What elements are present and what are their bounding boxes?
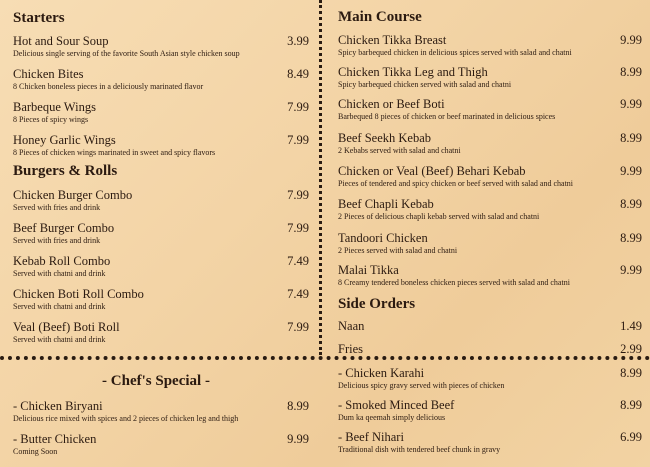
section-heading-starters: Starters bbox=[13, 10, 65, 26]
item-name: Chicken or Veal (Beef) Behari Kebab bbox=[338, 164, 526, 178]
item-price: 7.49 bbox=[287, 287, 309, 301]
item-description: Delicious single serving of the favorite South Asian style chicken soup bbox=[13, 49, 240, 58]
item-price: 7.49 bbox=[287, 254, 309, 268]
item-price: 7.99 bbox=[287, 100, 309, 114]
item-name: - Butter Chicken bbox=[13, 432, 97, 446]
item-description: 2 Pieces of delicious chapli kebab served with salad and chatni bbox=[338, 212, 540, 221]
item-name: - Chicken Biryani bbox=[13, 399, 103, 413]
item-description: Coming Soon bbox=[13, 447, 58, 456]
item-name: - Smoked Minced Beef bbox=[338, 398, 455, 412]
item-description: Spicy barbequed chicken in delicious spices served with salad and chatni bbox=[338, 48, 572, 57]
item-name: Honey Garlic Wings bbox=[13, 133, 116, 147]
item-description: 8 Pieces of spicy wings bbox=[13, 115, 89, 124]
item-description: Barbequed 8 pieces of chicken or beef marinated in delicious spices bbox=[338, 112, 556, 121]
item-price: 8.99 bbox=[287, 399, 309, 413]
item-price: 7.99 bbox=[287, 320, 309, 334]
item-description: Traditional dish with tendered beef chunk in gravy bbox=[338, 445, 501, 454]
item-price: 9.99 bbox=[620, 164, 642, 178]
item-description: 8 Pieces of chicken wings marinated in sweet and spicy flavors bbox=[13, 148, 216, 157]
item-name: Chicken Boti Roll Combo bbox=[13, 287, 144, 301]
item-name: Beef Seekh Kebab bbox=[338, 131, 432, 145]
item-price: 2.99 bbox=[620, 342, 642, 356]
item-price: 8.99 bbox=[620, 65, 642, 79]
item-price: 9.99 bbox=[620, 33, 642, 47]
item-price: 8.99 bbox=[620, 231, 642, 245]
item-price: 9.99 bbox=[620, 263, 642, 277]
item-name: Tandoori Chicken bbox=[338, 231, 428, 245]
section-heading-main-course: Main Course bbox=[338, 9, 422, 25]
item-description: 2 Kebabs served with salad and chatni bbox=[338, 146, 461, 155]
item-price: 6.99 bbox=[620, 430, 642, 444]
item-price: 8.99 bbox=[620, 366, 642, 380]
section-heading-chefs-special: - Chef's Special - bbox=[102, 373, 210, 389]
item-description: 8 Creamy tendered boneless chicken pieces served with salad and chatni bbox=[338, 278, 570, 287]
item-description: Dum ka qeemah simply delicious bbox=[338, 413, 446, 422]
item-description: Delicious rice mixed with spices and 2 pieces of chicken leg and thigh bbox=[13, 414, 239, 423]
section-heading-burgers: Burgers & Rolls bbox=[13, 163, 118, 179]
item-name: Beef Chapli Kebab bbox=[338, 197, 434, 211]
item-description: 2 Pieces served with salad and chatni bbox=[338, 246, 458, 255]
item-name: Beef Burger Combo bbox=[13, 221, 115, 235]
item-price: 8.99 bbox=[620, 197, 642, 211]
section-heading-side-orders: Side Orders bbox=[338, 296, 416, 312]
item-price: 7.99 bbox=[287, 188, 309, 202]
item-description: Served with fries and drink bbox=[13, 236, 101, 245]
item-description: Served with chatni and drink bbox=[13, 269, 106, 278]
left-column bbox=[0, 0, 312, 467]
item-price: 3.99 bbox=[287, 34, 309, 48]
item-name: Chicken Burger Combo bbox=[13, 188, 133, 202]
item-price: 9.99 bbox=[620, 97, 642, 111]
item-description: Served with chatni and drink bbox=[13, 335, 106, 344]
item-description: Served with fries and drink bbox=[13, 203, 101, 212]
item-name: Chicken Bites bbox=[13, 67, 84, 81]
item-price: 8.49 bbox=[287, 67, 309, 81]
item-name: Chicken Tikka Leg and Thigh bbox=[338, 65, 488, 79]
right-column bbox=[328, 0, 650, 467]
item-name: - Beef Nihari bbox=[338, 430, 404, 444]
item-name: Hot and Sour Soup bbox=[13, 34, 109, 48]
item-price: 1.49 bbox=[620, 319, 642, 333]
item-price: 8.99 bbox=[620, 131, 642, 145]
item-name: Veal (Beef) Boti Roll bbox=[13, 320, 120, 334]
item-description: Pieces of tendered and spicy chicken or beef served with salad and chatni bbox=[338, 179, 574, 188]
item-name: Malai Tikka bbox=[338, 263, 399, 277]
item-name: Kebab Roll Combo bbox=[13, 254, 111, 268]
item-name: Chicken or Beef Boti bbox=[338, 97, 445, 111]
item-name: Barbeque Wings bbox=[13, 100, 96, 114]
item-description: Spicy barbequed chicken served with salad and chatni bbox=[338, 80, 512, 89]
item-price: 9.99 bbox=[287, 432, 309, 446]
item-price: 7.99 bbox=[287, 221, 309, 235]
vertical-divider bbox=[319, 0, 322, 355]
item-price: 7.99 bbox=[287, 133, 309, 147]
item-name: Naan bbox=[338, 319, 365, 333]
item-price: 8.99 bbox=[620, 398, 642, 412]
item-name: - Chicken Karahi bbox=[338, 366, 425, 380]
item-description: Delicious spicy gravy served with pieces of chicken bbox=[338, 381, 505, 390]
item-name: Chicken Tikka Breast bbox=[338, 33, 447, 47]
item-description: 8 Chicken boneless pieces in a deliciously marinated flavor bbox=[13, 82, 204, 91]
item-description: Served with chatni and drink bbox=[13, 302, 106, 311]
item-name: Fries bbox=[338, 342, 363, 356]
